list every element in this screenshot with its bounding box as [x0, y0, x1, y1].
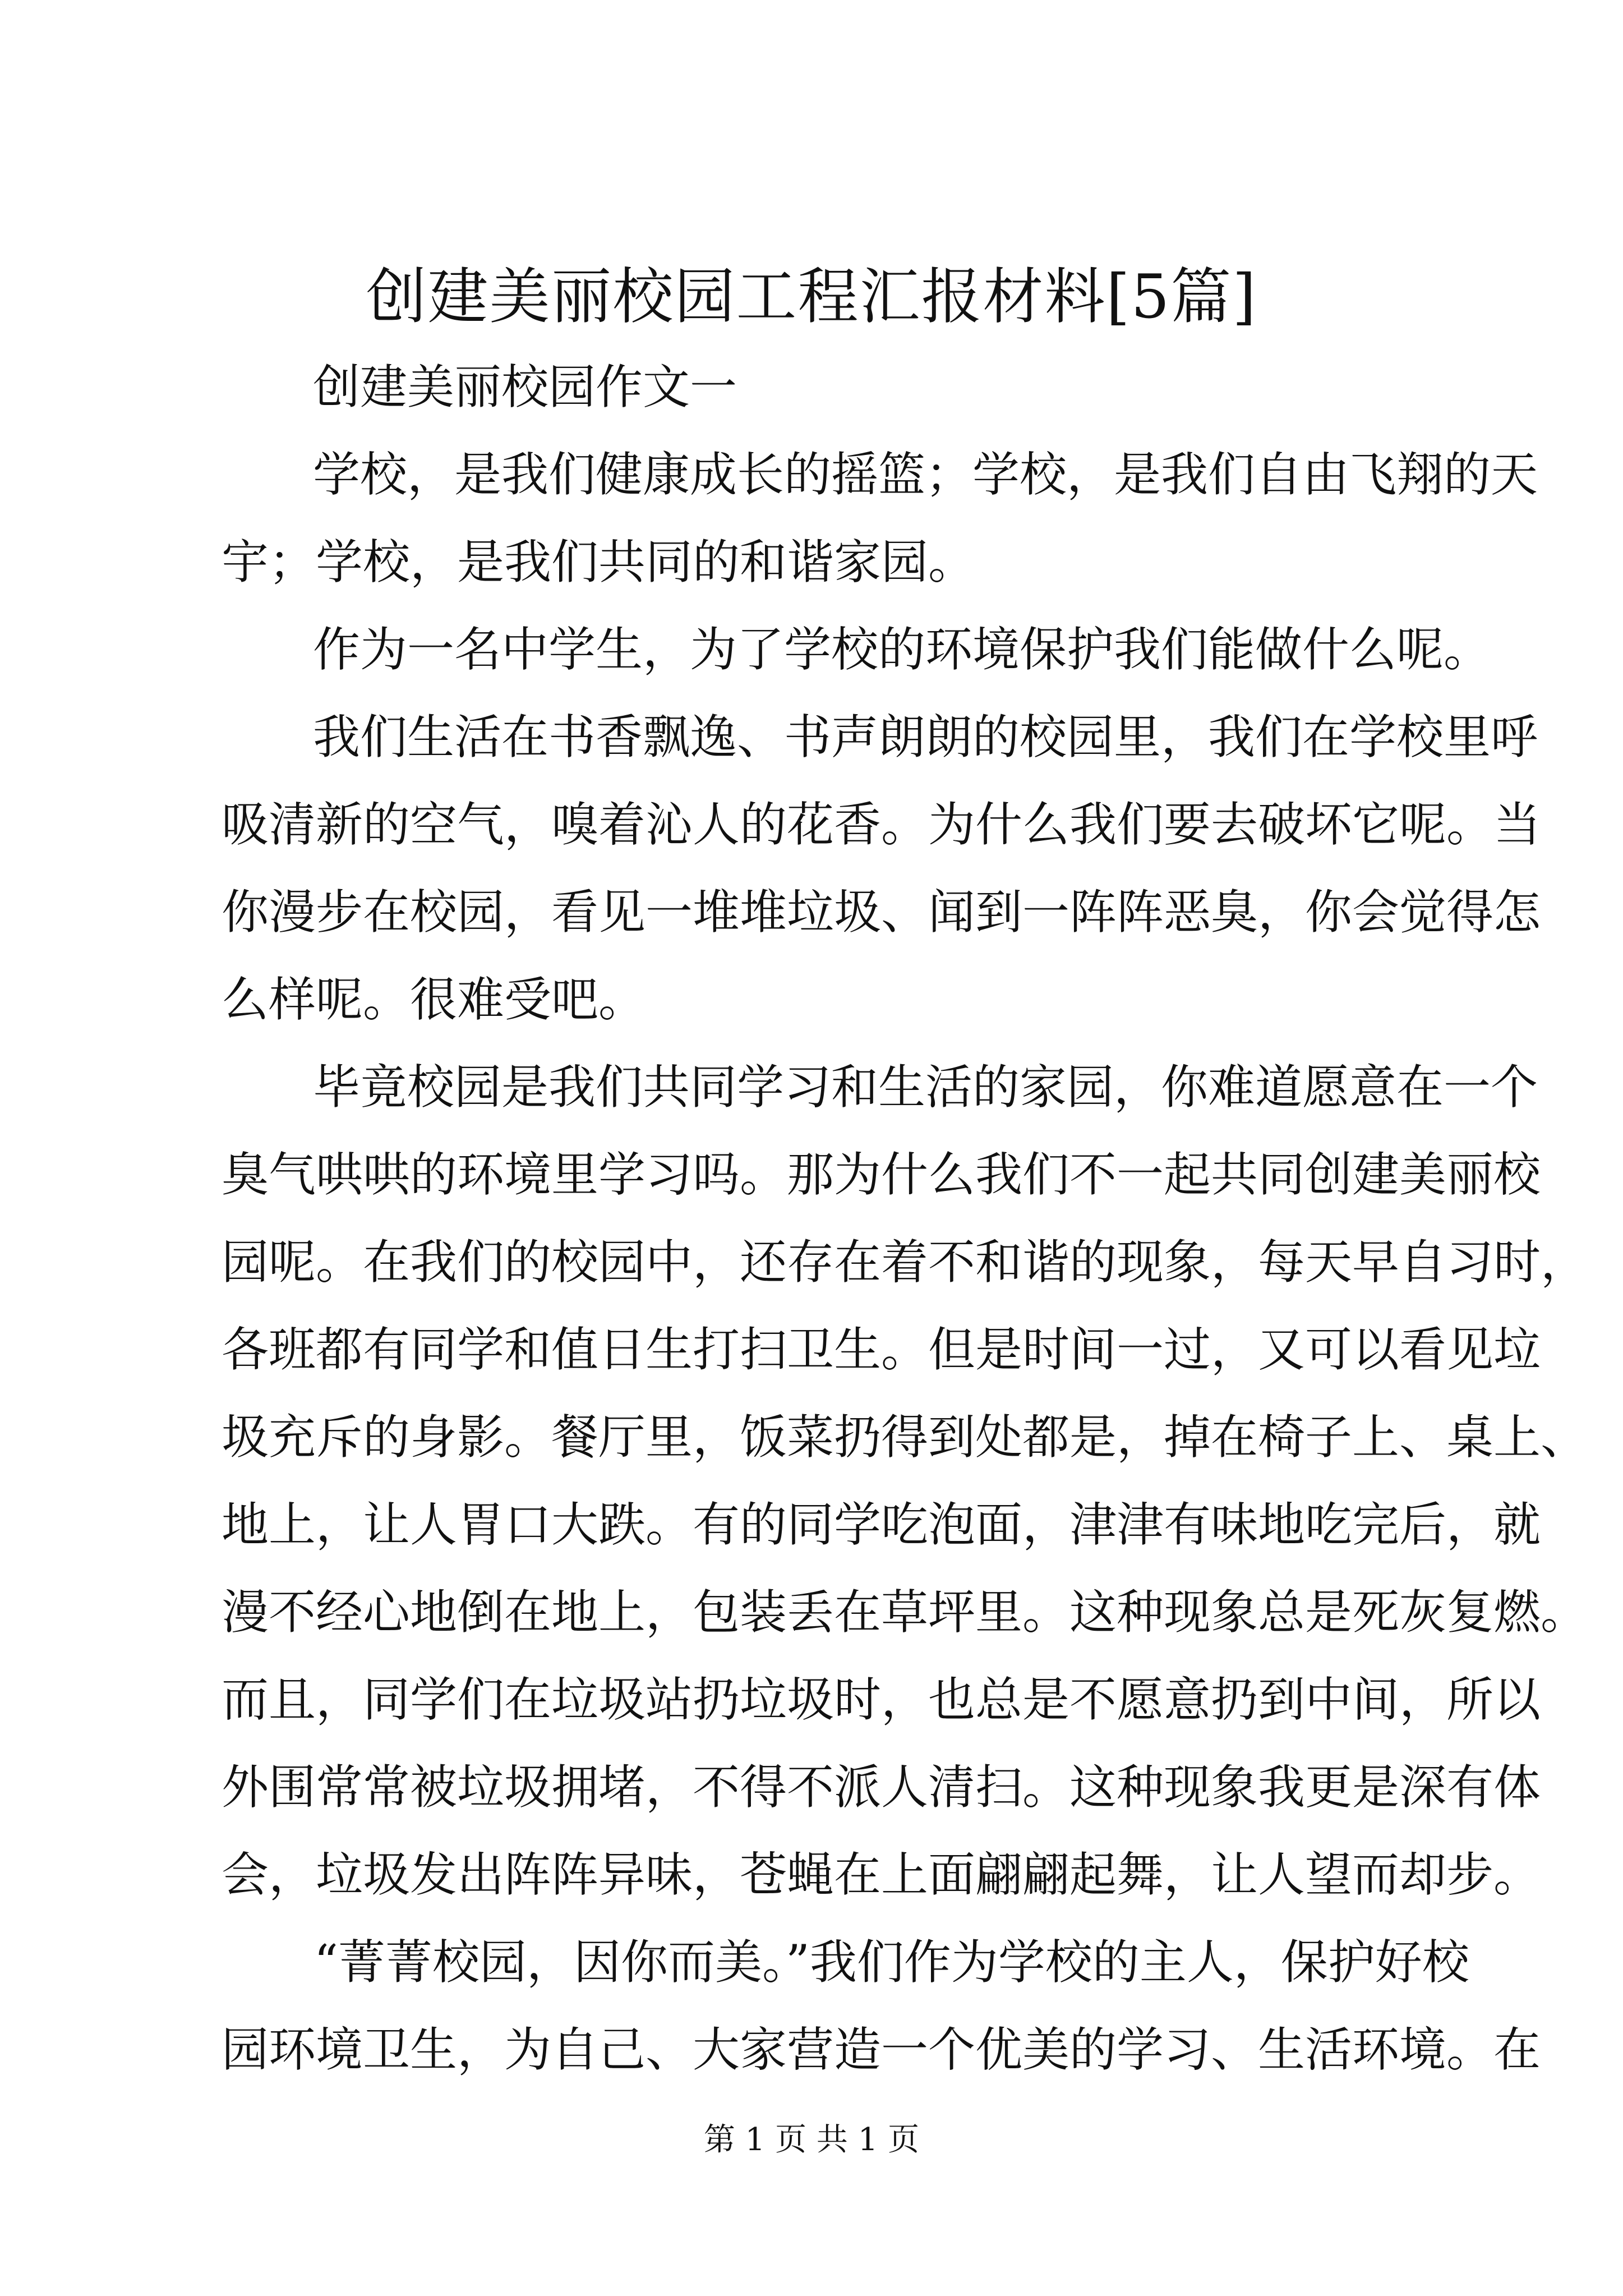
paragraph-line: 学校，是我们健康成长的摇篮；学校，是我们自由飞翔的天: [313, 447, 1538, 502]
document-body: [222, 343, 1588, 2093]
paragraph-line: 你漫步在校园，看见一堆堆垃圾、闻到一阵阵恶臭，你会觉得怎: [222, 885, 1541, 940]
paragraph-line: 漫不经心地倒在地上，包装丢在草坪里。这种现象总是死灰复燃。: [222, 1585, 1588, 1640]
paragraph-line: 而且，同学们在垃圾站扔垃圾时，也总是不愿意扔到中间，所以: [222, 1672, 1541, 1727]
page-number-label: 第 1 页 共 1 页: [703, 2122, 920, 2158]
paragraph-line: 园呢。在我们的校园中，还存在着不和谐的现象，每天早自习时，: [222, 1235, 1588, 1290]
paragraph-line: 么样呢。很难受吧。: [222, 972, 646, 1027]
paragraph-line: 毕竟校园是我们共同学习和生活的家园，你难道愿意在一个: [313, 1060, 1538, 1115]
paragraph-line: 外围常常被垃圾拥堵，不得不派人清扫。这种现象我更是深有体: [222, 1760, 1541, 1815]
paragraph-line: 会，垃圾发出阵阵异味，苍蝇在上面翩翩起舞，让人望而却步。: [222, 1847, 1541, 1902]
page-footer: [0, 2118, 1623, 2162]
paragraph-line: 各班都有同学和值日生打扫卫生。但是时间一过，又可以看见垃: [222, 1322, 1541, 1377]
paragraph-line: 作为一名中学生，为了学校的环境保护我们能做什么呢。: [313, 622, 1491, 677]
paragraph-line: “菁菁校园，因你而美。”我们作为学校的主人，保护好校: [314, 1935, 1469, 1990]
paragraph-line: 臭气哄哄的环境里学习吗。那为什么我们不一起共同创建美丽校: [222, 1147, 1541, 1202]
subheading: 创建美丽校园作文一: [313, 360, 737, 415]
paragraph-line: 园环境卫生，为自己、大家营造一个优美的学习、生活环境。在: [222, 2022, 1541, 2077]
paragraph-line: 我们生活在书香飘逸、书声朗朗的校园里，我们在学校里呼: [313, 710, 1538, 765]
paragraph-line: 地上，让人胃口大跌。有的同学吃泡面，津津有味地吃完后，就: [222, 1497, 1541, 1552]
paragraph-line: 圾充斥的身影。餐厅里，饭菜扔得到处都是，掉在椅子上、桌上、: [222, 1410, 1588, 1465]
paragraph-line: 宇；学校，是我们共同的和谐家园。: [222, 535, 976, 590]
paragraph-line: 吸清新的空气，嗅着沁人的花香。为什么我们要去破坏它呢。当: [222, 797, 1541, 852]
document-title: 创建美丽校园工程汇报材料[5篇]: [366, 262, 1257, 332]
